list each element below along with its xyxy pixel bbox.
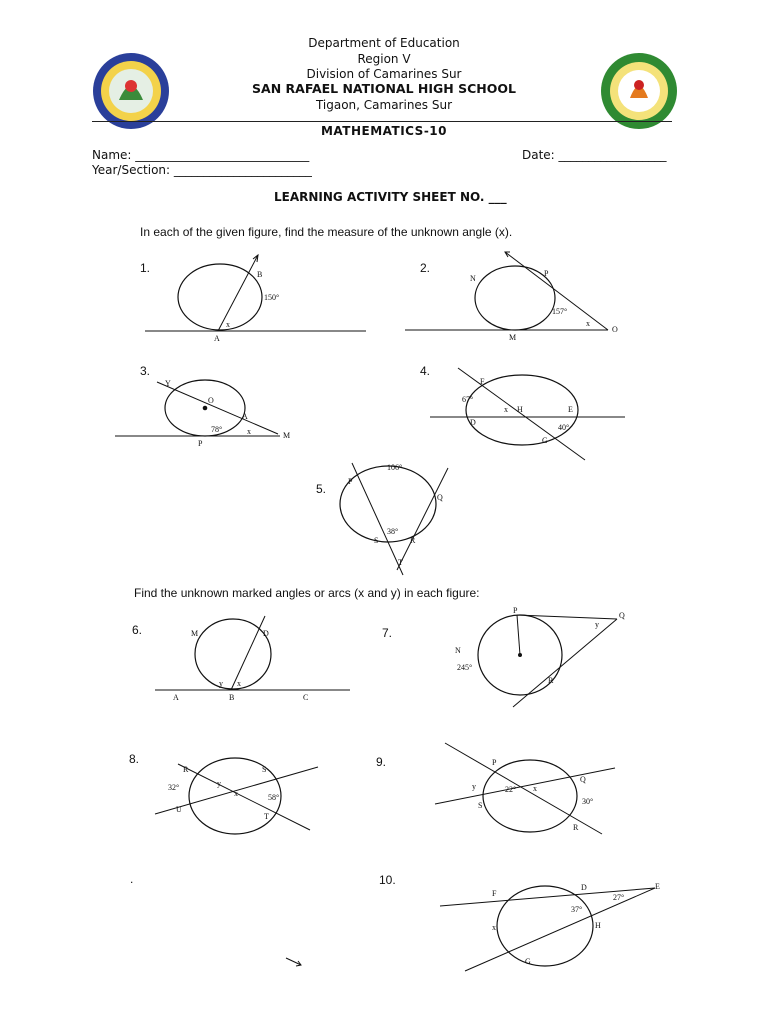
svg-text:Q: Q: [619, 611, 625, 620]
svg-text:R: R: [410, 536, 416, 545]
item-7-number: 7.: [382, 626, 393, 640]
svg-text:x: x: [226, 320, 230, 329]
subject-title: MATHEMATICS-10: [320, 124, 448, 138]
svg-text:T: T: [264, 812, 269, 821]
svg-text:78°: 78°: [211, 425, 223, 434]
svg-text:U: U: [176, 805, 182, 814]
svg-text:C: C: [303, 693, 309, 702]
svg-text:y: y: [217, 779, 221, 788]
svg-text:M: M: [509, 333, 517, 342]
svg-text:30°: 30°: [582, 797, 594, 806]
svg-text:x: x: [247, 427, 251, 436]
date-field[interactable]: Date: __________________: [522, 148, 667, 162]
svg-text:D: D: [263, 629, 269, 638]
svg-text:R: R: [548, 676, 554, 685]
svg-text:37°: 37°: [571, 905, 583, 914]
stray-arrow-icon: [285, 955, 305, 969]
item-3-figure: [115, 372, 315, 452]
svg-text:40°: 40°: [558, 423, 570, 432]
item-5-figure: [330, 458, 460, 578]
svg-text:F: F: [492, 889, 497, 898]
svg-text:Q: Q: [580, 775, 586, 784]
item-2-number: 2.: [420, 261, 431, 275]
svg-text:Q: Q: [437, 493, 443, 502]
svg-text:y: y: [219, 679, 223, 688]
svg-text:x: x: [586, 319, 590, 328]
header-region: Region V: [357, 52, 411, 66]
svg-text:y: y: [472, 782, 476, 791]
sheet-title: LEARNING ACTIVITY SHEET NO. ___: [274, 190, 507, 204]
svg-text:N: N: [455, 646, 461, 655]
svg-text:x: x: [533, 784, 537, 793]
svg-text:N: N: [470, 274, 476, 283]
item-1-number: 1.: [140, 261, 151, 275]
svg-text:P: P: [348, 477, 353, 486]
header-department: Department of Education: [308, 36, 460, 50]
svg-text:H: H: [517, 405, 523, 414]
part2-instruction: Find the unknown marked angles or arcs (x and y) in each figure:: [134, 586, 480, 600]
svg-text:P: P: [492, 758, 497, 767]
svg-text:x: x: [237, 679, 241, 688]
svg-text:B: B: [229, 693, 235, 702]
svg-text:22°: 22°: [505, 785, 517, 794]
item-9-figure: [430, 740, 630, 840]
svg-text:150°: 150°: [264, 293, 280, 302]
svg-text:A: A: [242, 412, 248, 421]
year-section-field[interactable]: Year/Section: _______________________: [92, 163, 312, 177]
item-4-figure: [430, 365, 630, 465]
header-school-name: SAN RAFAEL NATIONAL HIGH SCHOOL: [252, 81, 516, 96]
item-4-number: 4.: [420, 364, 431, 378]
svg-text:E: E: [568, 405, 573, 414]
item-3-number: 3.: [140, 364, 151, 378]
svg-text:A: A: [173, 693, 179, 702]
svg-text:E: E: [655, 882, 660, 891]
svg-text:F: F: [480, 377, 485, 386]
header-location: Tigaon, Camarines Sur: [315, 98, 453, 112]
svg-text:M: M: [191, 629, 199, 638]
svg-text:x: x: [234, 789, 238, 798]
svg-text:H: H: [595, 921, 601, 930]
svg-text:x: x: [504, 405, 508, 414]
item-6-number: 6.: [132, 623, 143, 637]
svg-text:245°: 245°: [457, 663, 473, 672]
svg-text:O: O: [208, 396, 214, 405]
svg-text:M: M: [283, 431, 291, 440]
svg-text:27°: 27°: [613, 893, 625, 902]
header-division: Division of Camarines Sur: [306, 67, 462, 81]
stray-mark: .: [130, 872, 134, 886]
svg-text:y: y: [595, 620, 599, 629]
svg-text:O: O: [612, 325, 618, 334]
svg-text:A: A: [214, 334, 220, 343]
item-2-figure: [405, 250, 635, 350]
svg-text:B: B: [257, 270, 263, 279]
svg-text:157°: 157°: [552, 307, 568, 316]
svg-text:32°: 32°: [168, 783, 180, 792]
svg-text:G: G: [525, 957, 531, 966]
svg-text:x: x: [492, 923, 496, 932]
item-10-figure: [435, 876, 665, 976]
svg-text:Y: Y: [165, 379, 171, 388]
item-8-number: 8.: [129, 752, 140, 766]
svg-text:P: P: [513, 606, 518, 615]
svg-text:S: S: [262, 765, 267, 774]
item-1-figure: [140, 255, 370, 350]
svg-text:G: G: [542, 436, 548, 445]
name-field[interactable]: Name: _____________________________: [92, 148, 310, 162]
svg-text:106°: 106°: [387, 463, 403, 472]
svg-text:S: S: [374, 536, 379, 545]
svg-text:P: P: [544, 269, 549, 278]
svg-text:R: R: [183, 765, 189, 774]
svg-text:R: R: [573, 823, 579, 832]
item-10-number: 10.: [379, 873, 396, 887]
part1-instruction: In each of the given figure, find the measure of the unknown angle (x).: [140, 225, 513, 239]
item-9-number: 9.: [376, 755, 387, 769]
svg-text:T: T: [398, 558, 403, 567]
svg-text:67°: 67°: [462, 395, 474, 404]
item-5-number: 5.: [316, 482, 327, 496]
svg-text:38°: 38°: [387, 527, 399, 536]
header-divider: [92, 121, 672, 122]
svg-text:58°: 58°: [268, 793, 280, 802]
item-6-figure: [155, 612, 355, 707]
item-7-figure: [445, 605, 635, 715]
item-8-figure: [150, 752, 330, 842]
svg-text:P: P: [198, 439, 203, 448]
svg-text:D: D: [581, 883, 587, 892]
svg-text:D: D: [470, 418, 476, 427]
svg-text:S: S: [478, 801, 483, 810]
